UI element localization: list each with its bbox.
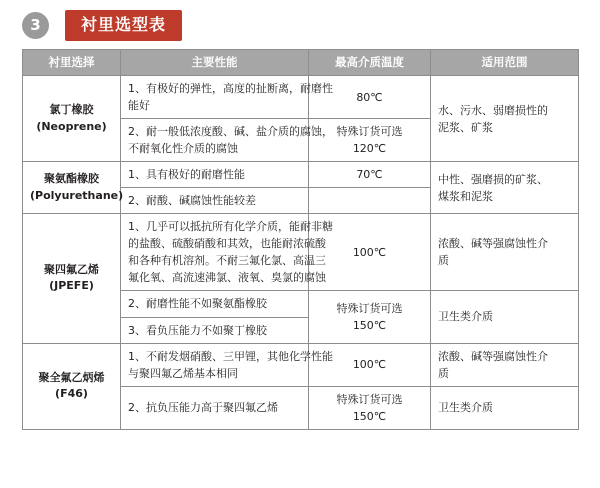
column-header-performance: 主要性能 [121,50,309,76]
table-row [23,162,579,188]
cell-lining-material: 聚四氟乙烯 (JPEFE) [23,214,121,343]
lining-selection-table [22,49,579,430]
cell-performance: 2、抗负压能力高于聚四氟乙烯 [121,386,309,429]
cell-performance: 2、耐磨性能不如聚氨酯橡胶 [121,291,309,317]
cell-max-temperature: 100℃ [309,343,431,386]
table-header-row [23,50,579,76]
section-number-badge: 3 [22,12,49,39]
cell-application-range: 卫生类介质 [431,386,579,429]
cell-application-range: 浓酸、碱等强腐蚀性介 质 [431,214,579,291]
cell-performance: 1、几乎可以抵抗所有化学介质，能耐非糖 的盐酸、硫酸硝酸和其效，也能耐浓硫酸 和各种有机溶剂。不耐三氟化氯、高温三 氟化氧、高流速沸氯、液氧、臭氯的腐蚀 [121,214,309,291]
table-row [23,343,579,386]
cell-lining-material: 聚氨酯橡胶 (Polyurethane) [23,162,121,214]
cell-application-range: 水、污水、弱磨损性的 泥浆、矿浆 [431,76,579,162]
cell-performance: 1、有极好的弹性，高度的扯断离，耐磨性 能好 [121,76,309,119]
table-container [0,42,600,430]
cell-performance: 1、具有极好的耐磨性能 [121,162,309,188]
cell-application-range: 卫生类介质 [431,291,579,343]
table-body [23,76,579,430]
cell-performance: 1、不耐发烟硝酸、三甲锂，其他化学性能 与聚四氟乙烯基本相同 [121,343,309,386]
column-header-lining: 衬里选择 [23,50,121,76]
cell-application-range: 浓酸、碱等强腐蚀性介 质 [431,343,579,386]
cell-max-temperature: 特殊订货可选 150℃ [309,291,431,343]
cell-max-temperature: 特殊订货可选 150℃ [309,386,431,429]
cell-lining-material: 氯丁橡胶 (Neoprene) [23,76,121,162]
page-header [0,0,600,42]
cell-performance: 2、耐一般低浓度酸、碱、盐介质的腐蚀， 不耐氧化性介质的腐蚀 [121,119,309,162]
page-title: 衬里选型表 [65,10,182,40]
cell-performance: 3、看负压能力不如聚丁橡胶 [121,317,309,343]
cell-lining-material: 聚全氟乙炳烯 (F46) [23,343,121,429]
cell-max-temperature: 特殊订货可选 120℃ [309,119,431,162]
cell-max-temperature: 80℃ [309,76,431,119]
column-header-application-range: 适用范围 [431,50,579,76]
cell-max-temperature [309,188,431,214]
column-header-max-temperature: 最高介质温度 [309,50,431,76]
cell-application-range: 中性、强磨损的矿浆、 煤浆和泥浆 [431,162,579,214]
cell-performance: 2、耐酸、碱腐蚀性能较差 [121,188,309,214]
cell-max-temperature: 100℃ [309,214,431,291]
cell-max-temperature: 70℃ [309,162,431,188]
table-row [23,76,579,119]
table-row [23,214,579,291]
